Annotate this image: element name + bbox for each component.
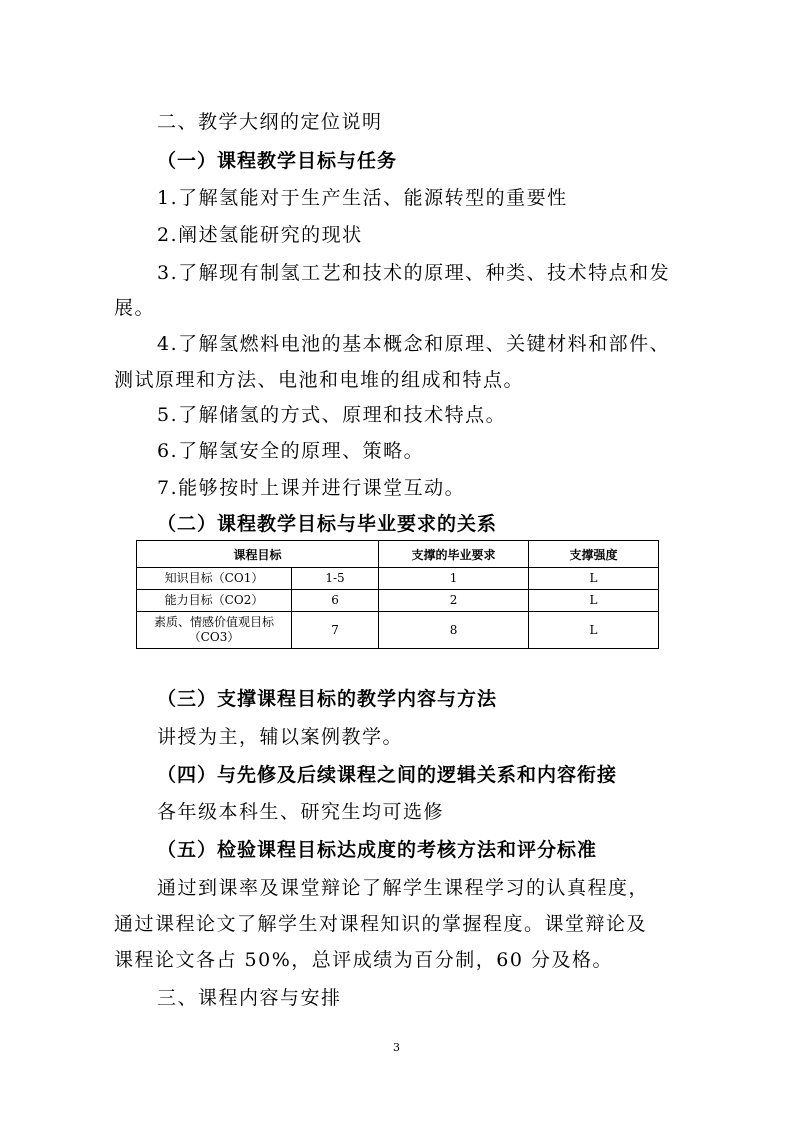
- header-support-strength: 支撑强度: [529, 541, 659, 568]
- objective-3-cont: 展。: [114, 297, 156, 319]
- items-cell: 7: [292, 612, 379, 649]
- subsection-5-body-line3: 课程论文各占 50%，总评成绩为百分制，60 分及格。: [114, 949, 613, 971]
- requirement-cell: 1: [379, 568, 529, 590]
- table-row: [137, 568, 659, 590]
- objective-2: 2.阐述氢能研究的现状: [157, 224, 363, 246]
- section-3-title: 三、课程内容与安排: [157, 987, 342, 1009]
- objective-6: 6.了解氢安全的原理、策略。: [157, 440, 425, 462]
- goal-cell: 知识目标（CO1）: [137, 568, 292, 590]
- subsection-3-title: （三）支撑课程目标的教学内容与方法: [157, 688, 498, 710]
- subsection-1-title: （一）课程教学目标与任务: [157, 150, 398, 172]
- subsection-5-body-line1: 通过到课率及课堂辩论了解学生课程学习的认真程度，: [157, 877, 650, 899]
- subsection-4-title: （四）与先修及后续课程之间的逻辑关系和内容衔接: [157, 764, 618, 786]
- strength-cell: L: [529, 590, 659, 612]
- subsection-5-title: （五）检验课程目标达成度的考核方法和评分标准: [157, 839, 598, 861]
- page-number: 3: [393, 1041, 400, 1054]
- section-2-title: 二、教学大纲的定位说明: [157, 111, 383, 133]
- table-row: [137, 590, 659, 612]
- strength-cell: L: [529, 612, 659, 649]
- objective-3: 3.了解现有制氢工艺和技术的原理、种类、技术特点和发: [157, 262, 671, 284]
- items-cell: 1-5: [292, 568, 379, 590]
- goal-cell-line1: 素质、情感价值观目标: [153, 615, 274, 629]
- goals-requirements-table: [136, 540, 659, 649]
- objective-4-cont: 测试原理和方法、电池和电堆的组成和特点。: [114, 369, 525, 391]
- table-row: [137, 612, 659, 649]
- subsection-3-body: 讲授为主，辅以案例教学。: [157, 726, 404, 748]
- goal-cell: [137, 612, 292, 649]
- strength-cell: L: [529, 568, 659, 590]
- goal-cell: 能力目标（CO2）: [137, 590, 292, 612]
- objective-4: 4.了解氢燃料电池的基本概念和原理、关键材料和部件、: [157, 333, 671, 355]
- objective-5: 5.了解储氢的方式、原理和技术特点。: [157, 404, 507, 426]
- objective-1: 1.了解氢能对于生产生活、能源转型的重要性: [157, 187, 568, 209]
- subsection-5-body-line2: 通过课程论文了解学生对课程知识的掌握程度。课堂辩论及: [114, 913, 648, 935]
- objective-7: 7.能够按时上课并进行课堂互动。: [157, 477, 466, 499]
- table-header-row: [137, 541, 659, 568]
- subsection-4-body: 各年级本科生、研究生均可选修: [157, 801, 445, 823]
- requirement-cell: 2: [379, 590, 529, 612]
- items-cell: 6: [292, 590, 379, 612]
- goal-cell-line2: （CO3）: [188, 630, 240, 644]
- header-course-goal: 课程目标: [137, 541, 379, 568]
- header-graduation-requirement: 支撑的毕业要求: [379, 541, 529, 568]
- subsection-2-title: （二）课程教学目标与毕业要求的关系: [157, 513, 498, 535]
- requirement-cell: 8: [379, 612, 529, 649]
